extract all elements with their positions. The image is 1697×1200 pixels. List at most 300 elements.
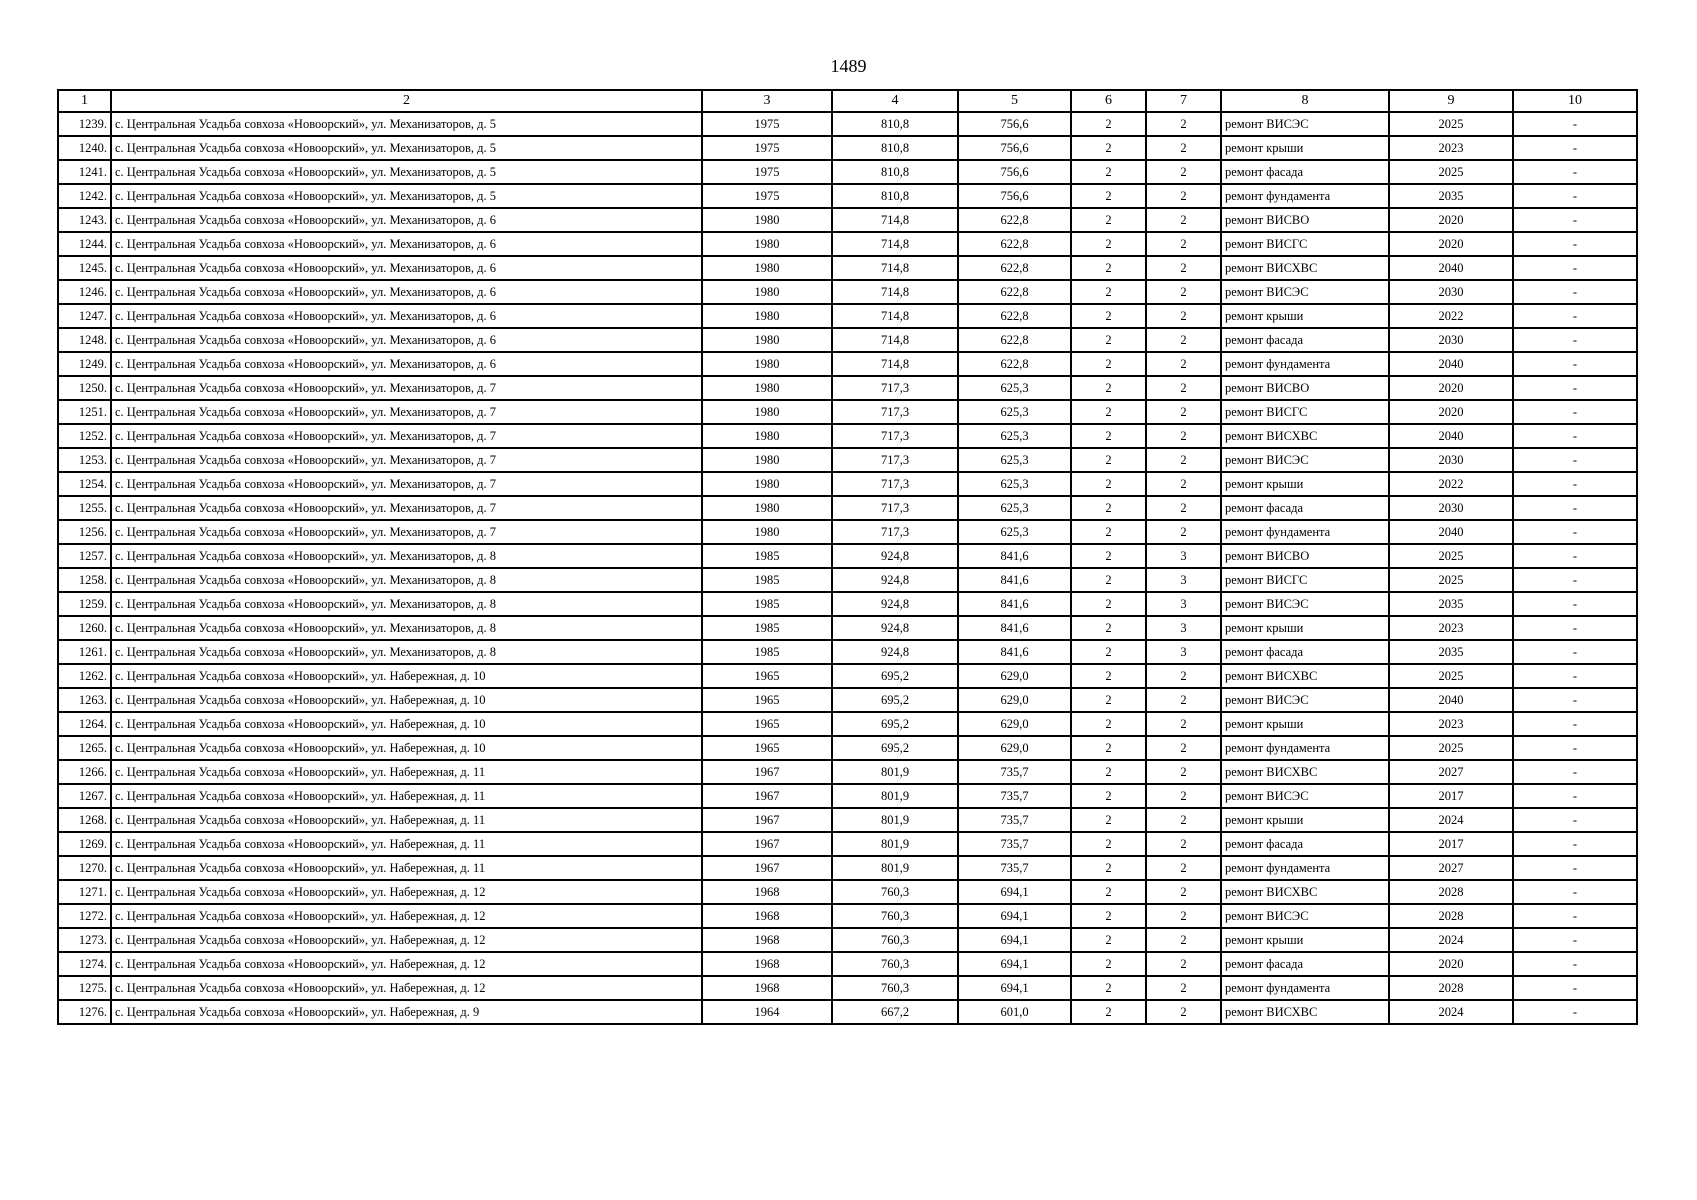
table-row — [58, 160, 1637, 184]
col10-cell: - — [1513, 568, 1637, 592]
address-cell: с. Центральная Усадьба совхоза «Новоорский», ул. Набережная, д. 10 — [111, 736, 702, 760]
col6-cell: 2 — [1071, 568, 1146, 592]
planned-year-cell: 2028 — [1389, 976, 1513, 1000]
planned-year-cell: 2017 — [1389, 832, 1513, 856]
col6-cell: 2 — [1071, 280, 1146, 304]
col6-cell: 2 — [1071, 1000, 1146, 1024]
living-area-cell: 601,0 — [958, 1000, 1071, 1024]
table-row — [58, 1000, 1637, 1024]
col10-cell: - — [1513, 760, 1637, 784]
planned-year-cell: 2020 — [1389, 400, 1513, 424]
planned-year-cell: 2024 — [1389, 1000, 1513, 1024]
table-row — [58, 400, 1637, 424]
work-type-cell: ремонт крыши — [1221, 616, 1389, 640]
row-number-cell: 1268. — [58, 808, 111, 832]
address-cell: с. Центральная Усадьба совхоза «Новоорский», ул. Механизаторов, д. 5 — [111, 136, 702, 160]
column-header: 1 — [58, 90, 111, 112]
row-number-cell: 1256. — [58, 520, 111, 544]
row-number-cell: 1249. — [58, 352, 111, 376]
year-cell: 1964 — [702, 1000, 832, 1024]
living-area-cell: 625,3 — [958, 520, 1071, 544]
table-row — [58, 208, 1637, 232]
row-number-cell: 1271. — [58, 880, 111, 904]
address-cell: с. Центральная Усадьба совхоза «Новоорский», ул. Механизаторов, д. 6 — [111, 328, 702, 352]
col10-cell: - — [1513, 832, 1637, 856]
table-row — [58, 736, 1637, 760]
living-area-cell: 841,6 — [958, 568, 1071, 592]
col6-cell: 2 — [1071, 400, 1146, 424]
col7-cell: 2 — [1146, 976, 1221, 1000]
total-area-cell: 760,3 — [832, 880, 958, 904]
row-number-cell: 1260. — [58, 616, 111, 640]
planned-year-cell: 2028 — [1389, 904, 1513, 928]
table-row — [58, 616, 1637, 640]
total-area-cell: 695,2 — [832, 688, 958, 712]
address-cell: с. Центральная Усадьба совхоза «Новоорский», ул. Механизаторов, д. 6 — [111, 208, 702, 232]
total-area-cell: 760,3 — [832, 952, 958, 976]
column-header: 4 — [832, 90, 958, 112]
total-area-cell: 717,3 — [832, 520, 958, 544]
col10-cell: - — [1513, 520, 1637, 544]
col6-cell: 2 — [1071, 136, 1146, 160]
total-area-cell: 801,9 — [832, 808, 958, 832]
row-number-cell: 1244. — [58, 232, 111, 256]
col6-cell: 2 — [1071, 760, 1146, 784]
col6-cell: 2 — [1071, 184, 1146, 208]
year-cell: 1980 — [702, 520, 832, 544]
table-row — [58, 112, 1637, 136]
address-cell: с. Центральная Усадьба совхоза «Новоорский», ул. Набережная, д. 12 — [111, 952, 702, 976]
total-area-cell: 714,8 — [832, 232, 958, 256]
col10-cell: - — [1513, 400, 1637, 424]
col7-cell: 2 — [1146, 304, 1221, 328]
living-area-cell: 622,8 — [958, 328, 1071, 352]
year-cell: 1985 — [702, 544, 832, 568]
col6-cell: 2 — [1071, 448, 1146, 472]
col6-cell: 2 — [1071, 880, 1146, 904]
table-row — [58, 664, 1637, 688]
col7-cell: 2 — [1146, 712, 1221, 736]
col10-cell: - — [1513, 664, 1637, 688]
table-row — [58, 976, 1637, 1000]
year-cell: 1980 — [702, 472, 832, 496]
table-row — [58, 760, 1637, 784]
total-area-cell: 760,3 — [832, 928, 958, 952]
total-area-cell: 714,8 — [832, 328, 958, 352]
planned-year-cell: 2035 — [1389, 184, 1513, 208]
table-row — [58, 712, 1637, 736]
col7-cell: 2 — [1146, 232, 1221, 256]
col7-cell: 2 — [1146, 784, 1221, 808]
col10-cell: - — [1513, 808, 1637, 832]
planned-year-cell: 2023 — [1389, 712, 1513, 736]
address-cell: с. Центральная Усадьба совхоза «Новоорский», ул. Механизаторов, д. 5 — [111, 112, 702, 136]
row-number-cell: 1255. — [58, 496, 111, 520]
col10-cell: - — [1513, 928, 1637, 952]
column-header: 2 — [111, 90, 702, 112]
row-number-cell: 1248. — [58, 328, 111, 352]
col6-cell: 2 — [1071, 712, 1146, 736]
living-area-cell: 629,0 — [958, 712, 1071, 736]
total-area-cell: 810,8 — [832, 184, 958, 208]
work-type-cell: ремонт ВИСХВС — [1221, 1000, 1389, 1024]
col10-cell: - — [1513, 544, 1637, 568]
col10-cell: - — [1513, 472, 1637, 496]
total-area-cell: 801,9 — [832, 784, 958, 808]
total-area-cell: 717,3 — [832, 424, 958, 448]
year-cell: 1980 — [702, 352, 832, 376]
year-cell: 1967 — [702, 784, 832, 808]
living-area-cell: 735,7 — [958, 856, 1071, 880]
planned-year-cell: 2025 — [1389, 568, 1513, 592]
table-row — [58, 880, 1637, 904]
total-area-cell: 717,3 — [832, 496, 958, 520]
row-number-cell: 1253. — [58, 448, 111, 472]
total-area-cell: 810,8 — [832, 160, 958, 184]
col7-cell: 2 — [1146, 400, 1221, 424]
planned-year-cell: 2030 — [1389, 496, 1513, 520]
col10-cell: - — [1513, 352, 1637, 376]
living-area-cell: 629,0 — [958, 664, 1071, 688]
col10-cell: - — [1513, 448, 1637, 472]
col6-cell: 2 — [1071, 304, 1146, 328]
table-row — [58, 328, 1637, 352]
col6-cell: 2 — [1071, 808, 1146, 832]
planned-year-cell: 2035 — [1389, 592, 1513, 616]
col7-cell: 2 — [1146, 472, 1221, 496]
work-type-cell: ремонт ВИСВО — [1221, 208, 1389, 232]
col10-cell: - — [1513, 784, 1637, 808]
address-cell: с. Центральная Усадьба совхоза «Новоорский», ул. Набережная, д. 11 — [111, 856, 702, 880]
col10-cell: - — [1513, 280, 1637, 304]
address-cell: с. Центральная Усадьба совхоза «Новоорский», ул. Механизаторов, д. 5 — [111, 184, 702, 208]
col7-cell: 2 — [1146, 328, 1221, 352]
column-header: 10 — [1513, 90, 1637, 112]
year-cell: 1985 — [702, 616, 832, 640]
living-area-cell: 625,3 — [958, 448, 1071, 472]
col7-cell: 2 — [1146, 856, 1221, 880]
year-cell: 1980 — [702, 304, 832, 328]
col7-cell: 2 — [1146, 688, 1221, 712]
address-cell: с. Центральная Усадьба совхоза «Новоорский», ул. Набережная, д. 9 — [111, 1000, 702, 1024]
work-type-cell: ремонт фасада — [1221, 832, 1389, 856]
table-row — [58, 496, 1637, 520]
year-cell: 1985 — [702, 568, 832, 592]
work-type-cell: ремонт фасада — [1221, 952, 1389, 976]
living-area-cell: 735,7 — [958, 832, 1071, 856]
total-area-cell: 924,8 — [832, 640, 958, 664]
address-cell: с. Центральная Усадьба совхоза «Новоорский», ул. Набережная, д. 12 — [111, 976, 702, 1000]
address-cell: с. Центральная Усадьба совхоза «Новоорский», ул. Механизаторов, д. 8 — [111, 640, 702, 664]
col7-cell: 2 — [1146, 904, 1221, 928]
living-area-cell: 622,8 — [958, 280, 1071, 304]
row-number-cell: 1247. — [58, 304, 111, 328]
col6-cell: 2 — [1071, 376, 1146, 400]
year-cell: 1980 — [702, 280, 832, 304]
living-area-cell: 841,6 — [958, 640, 1071, 664]
row-number-cell: 1269. — [58, 832, 111, 856]
living-area-cell: 694,1 — [958, 928, 1071, 952]
planned-year-cell: 2040 — [1389, 256, 1513, 280]
table-row — [58, 352, 1637, 376]
work-type-cell: ремонт фундамента — [1221, 976, 1389, 1000]
address-cell: с. Центральная Усадьба совхоза «Новоорский», ул. Механизаторов, д. 5 — [111, 160, 702, 184]
address-cell: с. Центральная Усадьба совхоза «Новоорский», ул. Механизаторов, д. 6 — [111, 352, 702, 376]
col7-cell: 3 — [1146, 592, 1221, 616]
col7-cell: 2 — [1146, 256, 1221, 280]
col7-cell: 2 — [1146, 280, 1221, 304]
col7-cell: 2 — [1146, 1000, 1221, 1024]
col10-cell: - — [1513, 424, 1637, 448]
col7-cell: 2 — [1146, 928, 1221, 952]
living-area-cell: 735,7 — [958, 808, 1071, 832]
living-area-cell: 625,3 — [958, 400, 1071, 424]
living-area-cell: 694,1 — [958, 952, 1071, 976]
table-row — [58, 904, 1637, 928]
planned-year-cell: 2040 — [1389, 520, 1513, 544]
year-cell: 1965 — [702, 688, 832, 712]
year-cell: 1980 — [702, 400, 832, 424]
living-area-cell: 625,3 — [958, 424, 1071, 448]
col7-cell: 2 — [1146, 184, 1221, 208]
col10-cell: - — [1513, 952, 1637, 976]
living-area-cell: 625,3 — [958, 472, 1071, 496]
year-cell: 1967 — [702, 760, 832, 784]
planned-year-cell: 2025 — [1389, 160, 1513, 184]
col7-cell: 2 — [1146, 880, 1221, 904]
address-cell: с. Центральная Усадьба совхоза «Новоорский», ул. Механизаторов, д. 8 — [111, 616, 702, 640]
work-type-cell: ремонт ВИСХВС — [1221, 664, 1389, 688]
work-type-cell: ремонт крыши — [1221, 136, 1389, 160]
col7-cell: 2 — [1146, 496, 1221, 520]
row-number-cell: 1239. — [58, 112, 111, 136]
total-area-cell: 760,3 — [832, 904, 958, 928]
year-cell: 1975 — [702, 184, 832, 208]
table-row — [58, 256, 1637, 280]
year-cell: 1968 — [702, 928, 832, 952]
col10-cell: - — [1513, 712, 1637, 736]
row-number-cell: 1274. — [58, 952, 111, 976]
table-row — [58, 952, 1637, 976]
total-area-cell: 717,3 — [832, 448, 958, 472]
living-area-cell: 756,6 — [958, 112, 1071, 136]
col6-cell: 2 — [1071, 112, 1146, 136]
row-number-cell: 1245. — [58, 256, 111, 280]
work-type-cell: ремонт ВИСГС — [1221, 400, 1389, 424]
table-row — [58, 520, 1637, 544]
col6-cell: 2 — [1071, 496, 1146, 520]
year-cell: 1980 — [702, 424, 832, 448]
col10-cell: - — [1513, 208, 1637, 232]
year-cell: 1968 — [702, 952, 832, 976]
col6-cell: 2 — [1071, 472, 1146, 496]
planned-year-cell: 2025 — [1389, 736, 1513, 760]
col6-cell: 2 — [1071, 952, 1146, 976]
year-cell: 1967 — [702, 856, 832, 880]
row-number-cell: 1241. — [58, 160, 111, 184]
total-area-cell: 801,9 — [832, 856, 958, 880]
work-type-cell: ремонт ВИСЭС — [1221, 784, 1389, 808]
work-type-cell: ремонт ВИСХВС — [1221, 880, 1389, 904]
registry-table — [57, 89, 1638, 1025]
col10-cell: - — [1513, 880, 1637, 904]
row-number-cell: 1266. — [58, 760, 111, 784]
planned-year-cell: 2025 — [1389, 112, 1513, 136]
col7-cell: 2 — [1146, 136, 1221, 160]
total-area-cell: 810,8 — [832, 112, 958, 136]
work-type-cell: ремонт ВИСЭС — [1221, 280, 1389, 304]
total-area-cell: 714,8 — [832, 304, 958, 328]
row-number-cell: 1254. — [58, 472, 111, 496]
work-type-cell: ремонт фасада — [1221, 496, 1389, 520]
col6-cell: 2 — [1071, 856, 1146, 880]
living-area-cell: 694,1 — [958, 880, 1071, 904]
column-header: 8 — [1221, 90, 1389, 112]
work-type-cell: ремонт ВИСГС — [1221, 568, 1389, 592]
living-area-cell: 756,6 — [958, 184, 1071, 208]
address-cell: с. Центральная Усадьба совхоза «Новоорский», ул. Механизаторов, д. 7 — [111, 448, 702, 472]
planned-year-cell: 2030 — [1389, 328, 1513, 352]
total-area-cell: 714,8 — [832, 280, 958, 304]
year-cell: 1975 — [702, 160, 832, 184]
col6-cell: 2 — [1071, 928, 1146, 952]
planned-year-cell: 2022 — [1389, 304, 1513, 328]
col6-cell: 2 — [1071, 616, 1146, 640]
table-row — [58, 280, 1637, 304]
col10-cell: - — [1513, 856, 1637, 880]
row-number-cell: 1240. — [58, 136, 111, 160]
year-cell: 1975 — [702, 136, 832, 160]
work-type-cell: ремонт ВИСЭС — [1221, 112, 1389, 136]
address-cell: с. Центральная Усадьба совхоза «Новоорский», ул. Набережная, д. 11 — [111, 808, 702, 832]
row-number-cell: 1259. — [58, 592, 111, 616]
planned-year-cell: 2040 — [1389, 688, 1513, 712]
planned-year-cell: 2022 — [1389, 472, 1513, 496]
row-number-cell: 1272. — [58, 904, 111, 928]
year-cell: 1965 — [702, 712, 832, 736]
work-type-cell: ремонт ВИСЭС — [1221, 448, 1389, 472]
address-cell: с. Центральная Усадьба совхоза «Новоорский», ул. Механизаторов, д. 8 — [111, 592, 702, 616]
address-cell: с. Центральная Усадьба совхоза «Новоорский», ул. Механизаторов, д. 6 — [111, 280, 702, 304]
row-number-cell: 1243. — [58, 208, 111, 232]
living-area-cell: 694,1 — [958, 976, 1071, 1000]
work-type-cell: ремонт крыши — [1221, 304, 1389, 328]
work-type-cell: ремонт ВИСГС — [1221, 232, 1389, 256]
address-cell: с. Центральная Усадьба совхоза «Новоорский», ул. Механизаторов, д. 7 — [111, 496, 702, 520]
planned-year-cell: 2017 — [1389, 784, 1513, 808]
planned-year-cell: 2020 — [1389, 376, 1513, 400]
col7-cell: 3 — [1146, 640, 1221, 664]
col6-cell: 2 — [1071, 640, 1146, 664]
work-type-cell: ремонт ВИСХВС — [1221, 256, 1389, 280]
year-cell: 1980 — [702, 208, 832, 232]
living-area-cell: 622,8 — [958, 232, 1071, 256]
planned-year-cell: 2024 — [1389, 808, 1513, 832]
year-cell: 1980 — [702, 328, 832, 352]
living-area-cell: 841,6 — [958, 544, 1071, 568]
col10-cell: - — [1513, 328, 1637, 352]
table-row — [58, 304, 1637, 328]
row-number-cell: 1261. — [58, 640, 111, 664]
col6-cell: 2 — [1071, 976, 1146, 1000]
year-cell: 1965 — [702, 664, 832, 688]
col10-cell: - — [1513, 256, 1637, 280]
col7-cell: 2 — [1146, 112, 1221, 136]
work-type-cell: ремонт фундамента — [1221, 184, 1389, 208]
col10-cell: - — [1513, 640, 1637, 664]
col7-cell: 2 — [1146, 424, 1221, 448]
work-type-cell: ремонт крыши — [1221, 472, 1389, 496]
col6-cell: 2 — [1071, 520, 1146, 544]
work-type-cell: ремонт фасада — [1221, 640, 1389, 664]
col10-cell: - — [1513, 904, 1637, 928]
col10-cell: - — [1513, 184, 1637, 208]
row-number-cell: 1264. — [58, 712, 111, 736]
work-type-cell: ремонт ВИСВО — [1221, 376, 1389, 400]
address-cell: с. Центральная Усадьба совхоза «Новоорский», ул. Механизаторов, д. 7 — [111, 376, 702, 400]
living-area-cell: 735,7 — [958, 760, 1071, 784]
col10-cell: - — [1513, 688, 1637, 712]
col7-cell: 2 — [1146, 760, 1221, 784]
table-row — [58, 592, 1637, 616]
total-area-cell: 695,2 — [832, 736, 958, 760]
work-type-cell: ремонт ВИСВО — [1221, 544, 1389, 568]
planned-year-cell: 2025 — [1389, 664, 1513, 688]
address-cell: с. Центральная Усадьба совхоза «Новоорский», ул. Набережная, д. 12 — [111, 928, 702, 952]
table-row — [58, 688, 1637, 712]
living-area-cell: 622,8 — [958, 256, 1071, 280]
row-number-cell: 1258. — [58, 568, 111, 592]
row-number-cell: 1251. — [58, 400, 111, 424]
table-row — [58, 376, 1637, 400]
col6-cell: 2 — [1071, 544, 1146, 568]
col10-cell: - — [1513, 136, 1637, 160]
year-cell: 1985 — [702, 640, 832, 664]
col10-cell: - — [1513, 736, 1637, 760]
col7-cell: 2 — [1146, 952, 1221, 976]
planned-year-cell: 2023 — [1389, 136, 1513, 160]
total-area-cell: 924,8 — [832, 616, 958, 640]
living-area-cell: 756,6 — [958, 160, 1071, 184]
work-type-cell: ремонт фундамента — [1221, 736, 1389, 760]
col10-cell: - — [1513, 592, 1637, 616]
col10-cell: - — [1513, 160, 1637, 184]
col7-cell: 3 — [1146, 544, 1221, 568]
col6-cell: 2 — [1071, 208, 1146, 232]
table-row — [58, 136, 1637, 160]
col6-cell: 2 — [1071, 688, 1146, 712]
page-number: 1489 — [830, 56, 867, 76]
header-row — [58, 90, 1637, 112]
col7-cell: 2 — [1146, 160, 1221, 184]
living-area-cell: 735,7 — [958, 784, 1071, 808]
row-number-cell: 1270. — [58, 856, 111, 880]
year-cell: 1980 — [702, 376, 832, 400]
address-cell: с. Центральная Усадьба совхоза «Новоорский», ул. Механизаторов, д. 7 — [111, 472, 702, 496]
year-cell: 1968 — [702, 976, 832, 1000]
col10-cell: - — [1513, 1000, 1637, 1024]
table-row — [58, 928, 1637, 952]
col7-cell: 3 — [1146, 616, 1221, 640]
year-cell: 1985 — [702, 592, 832, 616]
living-area-cell: 622,8 — [958, 352, 1071, 376]
work-type-cell: ремонт ВИСЭС — [1221, 904, 1389, 928]
col7-cell: 2 — [1146, 448, 1221, 472]
table-row — [58, 544, 1637, 568]
total-area-cell: 924,8 — [832, 592, 958, 616]
planned-year-cell: 2030 — [1389, 448, 1513, 472]
column-header: 3 — [702, 90, 832, 112]
